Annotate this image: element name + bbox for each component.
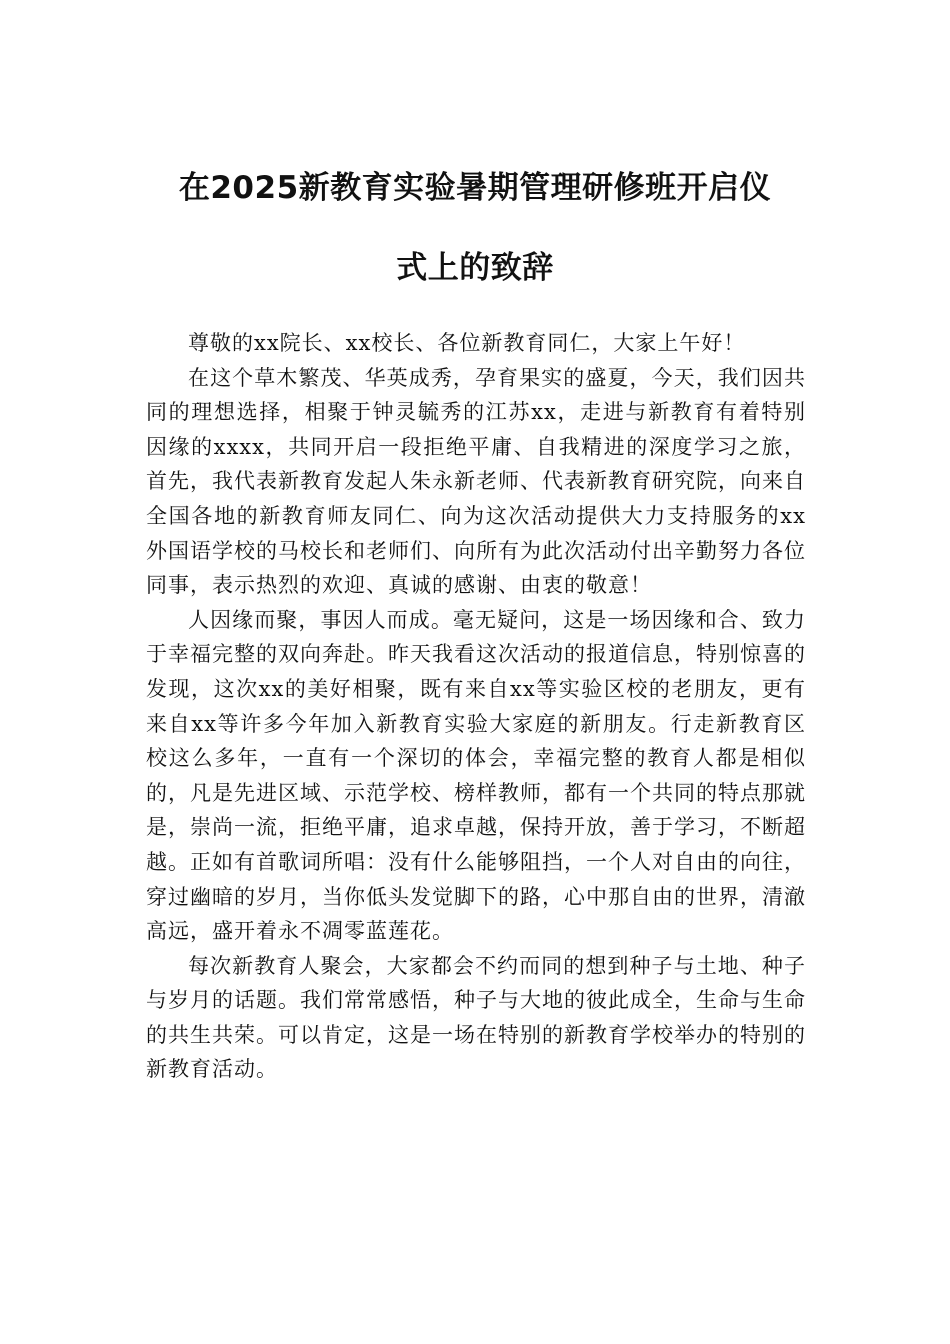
document-title bbox=[120, 148, 830, 308]
paragraph-welcome: 在这个草木繁茂、华英成秀，孕育果实的盛夏，今天，我们因共同的理想选择，相聚于钟灵毓秀的江苏xx，走进与新教育有着特别因缘的xxxx，共同开启一段拒绝平庸、自我精进的深度学习之旅，首先，我代表新教育发起人朱永新老师、代表新教育研究院，向来自全国各地的新教育师友同仁、向为这次活动提供大力支持服务的xx外国语学校的马校长和老师们、向所有为此次活动付出辛勤努力各位同事，表示热烈的欢迎、真诚的感谢、由衷的敬意！ bbox=[146, 365, 806, 598]
paragraph-seeds: 每次新教育人聚会，大家都会不约而同的想到种子与土地、种子与岁月的话题。我们常常感悟，种子与大地的彼此成全，生命与生命的共生共荣。可以肯定，这是一场在特别的新教育学校举办的特别的新教育活动。 bbox=[146, 953, 806, 1082]
title-line-1: 在2025新教育实验暑期管理研修班开启仪 bbox=[178, 170, 772, 206]
document-body bbox=[146, 326, 806, 1087]
paragraph-greeting: 尊敬的xx院长、xx校长、各位新教育同仁，大家上午好！ bbox=[188, 331, 746, 355]
title-line-2: 式上的致辞 bbox=[396, 250, 554, 286]
paragraph-gathering: 人因缘而聚，事因人而成。毫无疑问，这是一场因缘和合、致力于幸福完整的双向奔赴。昨天我看这次活动的报道信息，特别惊喜的发现，这次xx的美好相聚，既有来自xx等实验区校的老朋友，更有来自xx等许多今年加入新教育实验大家庭的新朋友。行走新教育区校这么多年，一直有一个深切的体会，幸福完整的教育人都是相似的，凡是先进区域、示范学校、榜样教师，都有一个共同的特点那就是，崇尚一流，拒绝平庸，追求卓越，保持开放，善于学习，不断超越。正如有首歌词所唱：没有什么能够阻挡，一个人对自由的向往，穿过幽暗的岁月，当你低头发觉脚下的路，心中那自由的世界，清澈高远，盛开着永不凋零蓝莲花。 bbox=[146, 607, 806, 944]
